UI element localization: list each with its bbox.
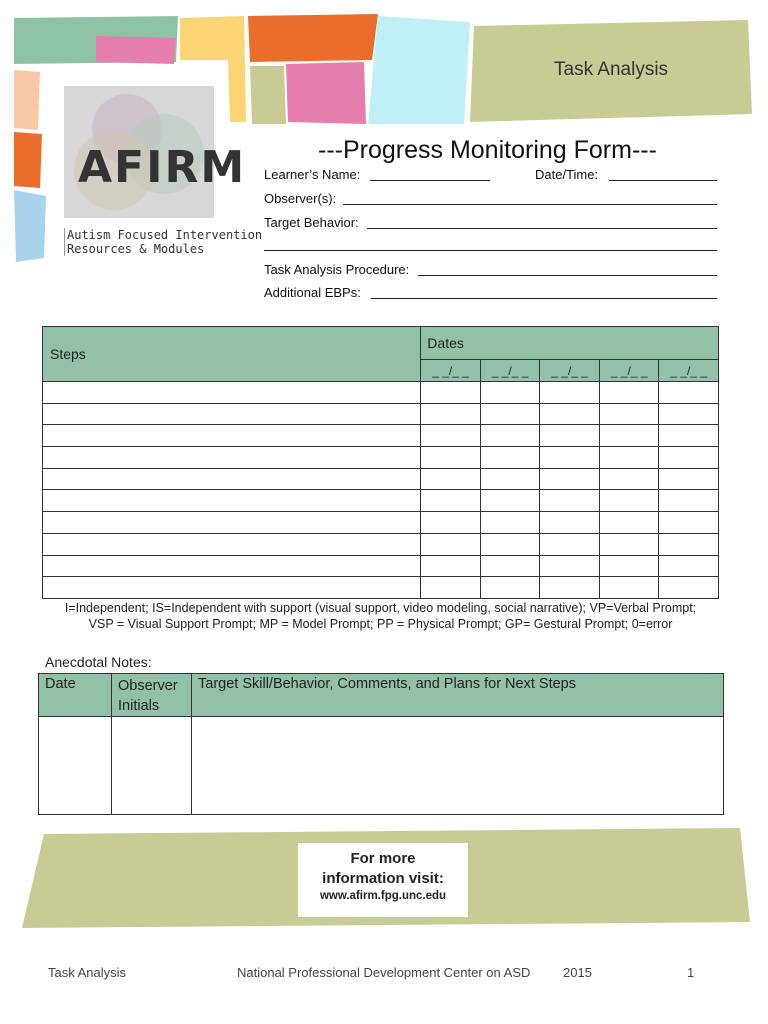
step-cell[interactable]: [43, 555, 421, 577]
step-date-cell[interactable]: [540, 555, 600, 577]
step-row: [43, 490, 719, 512]
step-date-cell[interactable]: [540, 382, 600, 404]
step-date-cell[interactable]: [480, 425, 540, 447]
more-info-box: [298, 843, 468, 917]
step-date-cell[interactable]: [421, 512, 481, 534]
notes-header-date: Date: [39, 674, 112, 717]
shape-cyan: [368, 16, 470, 124]
shape-sage-small: [250, 66, 286, 124]
step-date-cell[interactable]: [540, 577, 600, 599]
step-date-cell[interactable]: [599, 403, 659, 425]
step-date-cell[interactable]: [659, 425, 719, 447]
datetime-label: Date/Time:: [535, 167, 599, 182]
step-date-cell[interactable]: [599, 425, 659, 447]
step-row: [43, 382, 719, 404]
target-behavior-line-2[interactable]: [264, 250, 717, 251]
legend-line-1: I=Independent; IS=Independent with support (visual support, video modeling, social narrative); VP=Verbal Prompt;: [64, 601, 697, 615]
form-title: ---Progress Monitoring Form---: [318, 136, 657, 164]
step-date-cell[interactable]: [540, 447, 600, 469]
additional-ebps-label: Additional EBPs:: [264, 285, 361, 300]
step-date-cell[interactable]: [599, 468, 659, 490]
step-date-cell[interactable]: [659, 533, 719, 555]
observers-line[interactable]: [343, 204, 717, 205]
step-date-cell[interactable]: [421, 533, 481, 555]
date-column-4[interactable]: _ _/_ _: [599, 360, 659, 382]
date-column-2[interactable]: _ _/_ _: [480, 360, 540, 382]
afirm-logo: [64, 86, 247, 218]
shape-blue-left: [14, 190, 46, 262]
legend-line-2: VSP = Visual Support Prompt; MP = Model Prompt; PP = Physical Prompt; GP= Gestural Prompt; 0=error: [88, 617, 673, 631]
steps-table: [42, 326, 719, 599]
step-date-cell[interactable]: [659, 577, 719, 599]
step-date-cell[interactable]: [421, 468, 481, 490]
target-behavior-line[interactable]: [367, 228, 717, 229]
step-date-cell[interactable]: [421, 447, 481, 469]
shape-orange-top: [248, 14, 378, 62]
datetime-line[interactable]: [609, 180, 717, 181]
logo-subtitle: [64, 228, 262, 256]
step-cell[interactable]: [43, 425, 421, 447]
step-cell[interactable]: [43, 403, 421, 425]
logo-subtitle-line1: Autism Focused Intervention: [67, 228, 263, 242]
step-date-cell[interactable]: [480, 577, 540, 599]
step-date-cell[interactable]: [659, 468, 719, 490]
notes-cell-observer-initials[interactable]: [112, 717, 192, 815]
step-cell[interactable]: [43, 512, 421, 534]
prompt-legend: [42, 600, 719, 632]
shape-peach-left: [14, 70, 40, 130]
anecdotal-notes-label: Anecdotal Notes:: [45, 654, 152, 670]
date-column-5[interactable]: _ _/_ _: [659, 360, 719, 382]
step-date-cell[interactable]: [599, 382, 659, 404]
step-date-cell[interactable]: [540, 403, 600, 425]
step-row: [43, 512, 719, 534]
step-date-cell[interactable]: [659, 555, 719, 577]
step-date-cell[interactable]: [659, 490, 719, 512]
step-date-cell[interactable]: [540, 468, 600, 490]
step-date-cell[interactable]: [599, 447, 659, 469]
step-date-cell[interactable]: [599, 555, 659, 577]
step-cell[interactable]: [43, 447, 421, 469]
step-cell[interactable]: [43, 490, 421, 512]
step-date-cell[interactable]: [599, 577, 659, 599]
info-line-1: For more: [350, 850, 416, 867]
date-column-3[interactable]: _ _/_ _: [540, 360, 600, 382]
footer-page-number: 1: [687, 965, 695, 980]
dates-header: Dates: [421, 327, 719, 360]
info-url-link[interactable]: www.afirm.fpg.unc.edu: [319, 890, 447, 902]
header-title: Task Analysis: [554, 59, 669, 80]
step-row: [43, 403, 719, 425]
step-date-cell[interactable]: [599, 490, 659, 512]
step-cell[interactable]: [43, 577, 421, 599]
step-date-cell[interactable]: [421, 403, 481, 425]
target-behavior-label: Target Behavior:: [264, 215, 359, 230]
step-date-cell[interactable]: [659, 512, 719, 534]
additional-ebps-line[interactable]: [371, 298, 717, 299]
footer-year: 2015: [563, 965, 592, 980]
step-cell[interactable]: [43, 533, 421, 555]
info-line-2: information visit:: [322, 870, 444, 887]
step-date-cell[interactable]: [480, 490, 540, 512]
notes-cell-date[interactable]: [39, 717, 112, 815]
step-row: [43, 577, 719, 599]
step-date-cell[interactable]: [659, 403, 719, 425]
step-date-cell[interactable]: [540, 490, 600, 512]
notes-header-comments: Target Skill/Behavior, Comments, and Plans for Next Steps: [192, 674, 724, 717]
step-date-cell[interactable]: [421, 382, 481, 404]
procedure-line[interactable]: [418, 275, 717, 276]
step-date-cell[interactable]: [480, 447, 540, 469]
step-row: [43, 447, 719, 469]
footer-left: Task Analysis: [48, 965, 127, 980]
anecdotal-notes-table: [38, 673, 724, 815]
step-date-cell[interactable]: [599, 533, 659, 555]
step-cell[interactable]: [43, 468, 421, 490]
step-date-cell[interactable]: [540, 512, 600, 534]
shape-orange-left: [14, 132, 42, 188]
procedure-label: Task Analysis Procedure:: [264, 262, 410, 277]
learner-name-label: Learner’s Name:: [264, 167, 361, 182]
step-date-cell[interactable]: [421, 577, 481, 599]
step-date-cell[interactable]: [659, 382, 719, 404]
step-row: [43, 555, 719, 577]
logo-subtitle-line2: Resources & Modules: [67, 242, 205, 256]
step-date-cell[interactable]: [421, 555, 481, 577]
notes-header-observer-initials: Observer Initials: [112, 674, 192, 717]
observers-label: Observer(s):: [264, 191, 337, 206]
shape-pink-mid: [286, 62, 366, 124]
step-row: [43, 468, 719, 490]
step-row: [43, 533, 719, 555]
shape-pink-small: [96, 36, 176, 64]
step-date-cell[interactable]: [540, 533, 600, 555]
step-date-cell[interactable]: [421, 490, 481, 512]
step-cell[interactable]: [43, 382, 421, 404]
step-date-cell[interactable]: [480, 533, 540, 555]
learner-name-line[interactable]: [370, 180, 490, 181]
date-column-1[interactable]: _ _/_ _: [421, 360, 481, 382]
step-date-cell[interactable]: [659, 447, 719, 469]
step-date-cell[interactable]: [480, 468, 540, 490]
steps-table-body: [43, 382, 719, 599]
step-date-cell[interactable]: [540, 425, 600, 447]
logo-wordmark: AFIRM: [78, 142, 247, 193]
steps-header: Steps: [43, 327, 421, 382]
footer-center: National Professional Development Center on ASD: [237, 965, 531, 980]
step-date-cell[interactable]: [480, 403, 540, 425]
step-date-cell[interactable]: [480, 555, 540, 577]
step-date-cell[interactable]: [421, 425, 481, 447]
step-date-cell[interactable]: [599, 512, 659, 534]
step-row: [43, 425, 719, 447]
notes-cell-comments[interactable]: [192, 717, 724, 815]
step-date-cell[interactable]: [480, 512, 540, 534]
step-date-cell[interactable]: [480, 382, 540, 404]
